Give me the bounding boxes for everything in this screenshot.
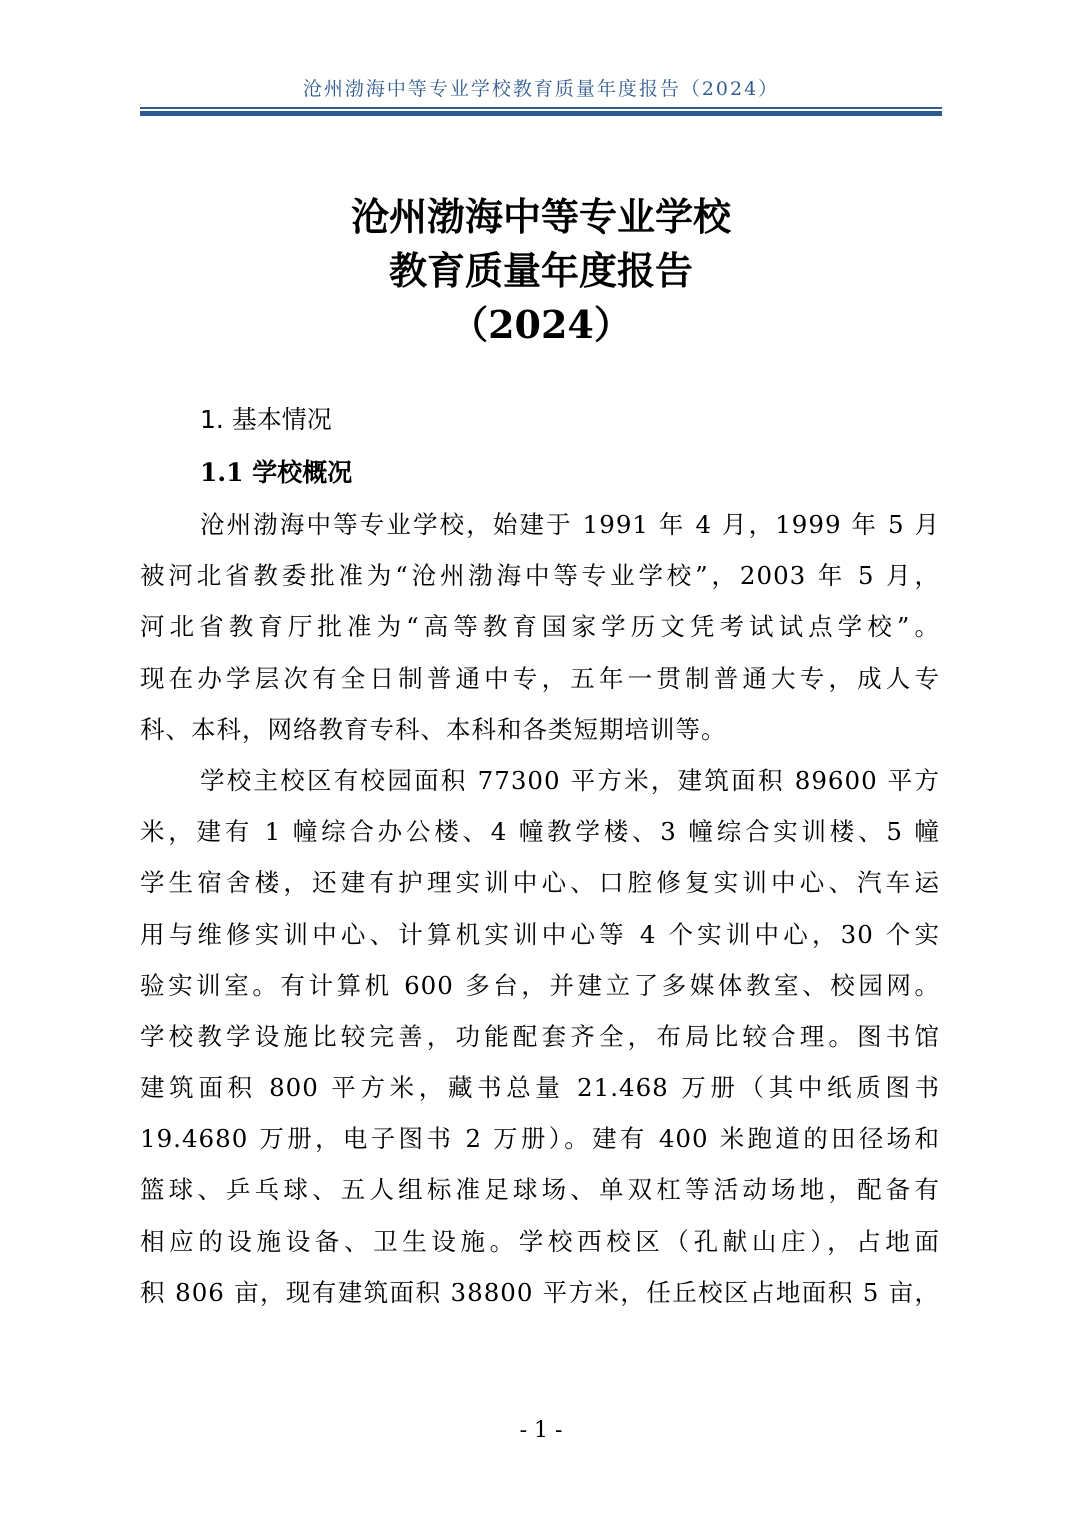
body-line: 沧州渤海中等专业学校，始建于 1991 年 4 月，1999 年 5 月 xyxy=(200,510,940,539)
body-line: 建筑面积 800 平方米，藏书总量 21.468 万册（其中纸质图书 xyxy=(140,1073,940,1103)
body-line: 学生宿舍楼，还建有护理实训中心、口腔修复实训中心、汽车运 xyxy=(140,868,940,898)
body-text xyxy=(140,504,940,1323)
page-number: - 1 - xyxy=(519,1418,563,1443)
title-line-year: （2024） xyxy=(450,302,632,347)
body-line: 学校教学设施比较完善，功能配套齐全，布局比较合理。图书馆 xyxy=(140,1021,940,1051)
running-header: 沧州渤海中等专业学校教育质量年度报告（2024） xyxy=(302,78,780,100)
body-line: 科、本科，网络教育专科、本科和各类短期培训等。 xyxy=(140,714,727,744)
subsection-heading: 1.1 学校概况 xyxy=(200,458,353,487)
header-rule-thick xyxy=(140,111,942,116)
body-line: 用与维修实训中心、计算机实训中心等 4 个实训中心，30 个实 xyxy=(140,919,940,949)
title-line-school: 沧州渤海中等专业学校 xyxy=(350,194,731,239)
body-line: 米，建有 1 幢综合办公楼、4 幢教学楼、3 幢综合实训楼、5 幢 xyxy=(140,817,940,847)
body-line: 被河北省教委批准为“沧州渤海中等专业学校”，2003 年 5 月， xyxy=(140,561,940,591)
body-line: 现在办学层次有全日制普通中专，五年一贯制普通大专，成人专 xyxy=(140,663,940,693)
title-line-report: 教育质量年度报告 xyxy=(388,248,693,293)
body-line: 积 806 亩，现有建筑面积 38800 平方米，任丘校区占地面积 5 亩， xyxy=(140,1277,940,1307)
body-line: 篮球、乒乓球、五人组标准足球场、单双杠等活动场地，配备有 xyxy=(140,1175,940,1205)
body-line: 19.4680 万册，电子图书 2 万册）。建有 400 米跑道的田径场和 xyxy=(140,1124,940,1154)
body-line: 河北省教育厅批准为“高等教育国家学历文凭考试试点学校”。 xyxy=(140,612,940,642)
body-line: 学校主校区有校园面积 77300 平方米，建筑面积 89600 平方 xyxy=(200,765,940,795)
header-rule-thin xyxy=(140,107,942,109)
body-line: 验实训室。有计算机 600 多台，并建立了多媒体教室、校园网。 xyxy=(140,970,940,1000)
body-line: 相应的设施设备、卫生设施。学校西校区（孔献山庄），占地面 xyxy=(140,1226,940,1256)
document-title xyxy=(140,190,942,352)
section-heading: 1. 基本情况 xyxy=(200,405,332,434)
